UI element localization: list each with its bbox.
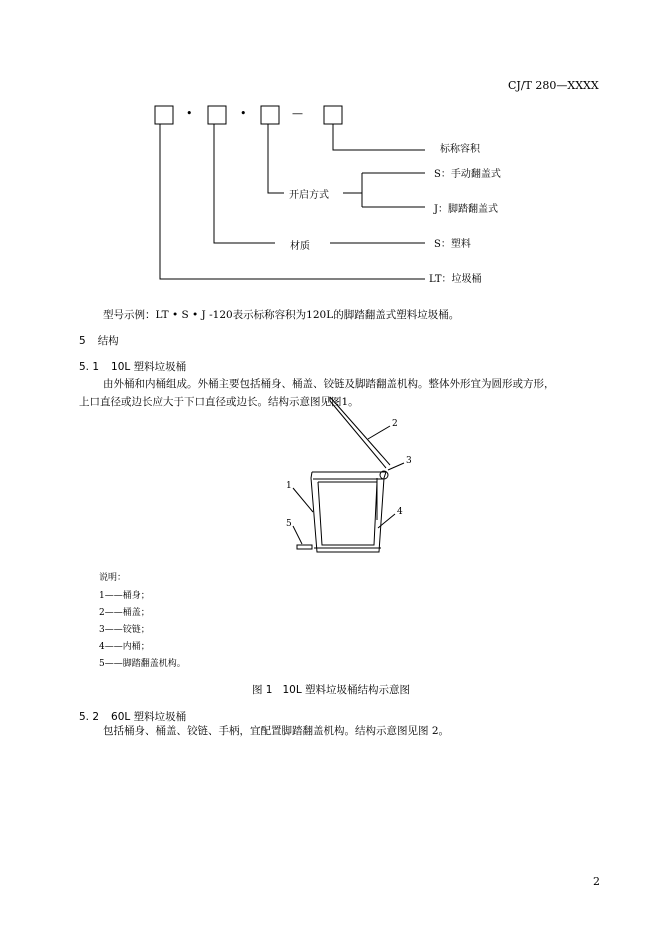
label-plastic: S：塑料 — [434, 239, 471, 250]
section-5-1-para-line-2: 上口直径或边长应大于下口直径或边长。结构示意图见图1。 — [79, 396, 359, 408]
label-manual-flip: S：手动翻盖式 — [434, 169, 501, 180]
callout-1: 1 — [286, 481, 292, 491]
separator-dash: — — [292, 107, 303, 120]
callout-2: 2 — [392, 419, 398, 429]
legend-item: 5——脚踏翻盖机构。 — [99, 659, 186, 669]
label-bin: LT：垃圾桶 — [429, 274, 482, 285]
lid-line-inner — [330, 401, 386, 468]
section-5-2-para: 包括桶身、桶盖、铰链、手柄，宜配置脚踏翻盖机构。结构示意图见图 2。 — [103, 725, 450, 737]
legend-item: 2——桶盖； — [99, 608, 150, 618]
section-number: 5. 1 — [79, 361, 100, 373]
inner-bucket — [318, 482, 377, 545]
section-title: 60L 塑料垃圾桶 — [111, 711, 187, 723]
callout-4: 4 — [397, 507, 403, 517]
separator-dot-2: • — [240, 107, 247, 120]
outer-body — [311, 472, 386, 552]
model-example: 型号示例：LT • S • J -120表示标称容积为120L的脚踏翻盖式塑料垃圾桶。 — [103, 309, 460, 321]
callout-5: 5 — [286, 519, 292, 529]
section-number: 5. 2 — [79, 711, 100, 723]
legend-item: 4——内桶； — [99, 642, 150, 652]
section-title: 结构 — [97, 335, 119, 347]
legend-item: 1——桶身； — [99, 591, 150, 601]
label-opening-method: 开启方式 — [289, 190, 329, 201]
callout-3: 3 — [406, 456, 412, 466]
pedal — [297, 545, 312, 549]
figure-1-caption: 图 1 10L 塑料垃圾桶结构示意图 — [251, 684, 411, 696]
legend-item: 3——铰链； — [99, 625, 150, 635]
label-material: 材质 — [290, 241, 310, 252]
section-title: 10L 塑料垃圾桶 — [111, 361, 187, 373]
label-nominal-capacity: 标称容积 — [440, 144, 480, 155]
separator-dot-1: • — [186, 107, 193, 120]
standard-code: CJ/T 280—XXXX — [508, 79, 599, 92]
page-number: 2 — [593, 875, 600, 888]
section-number: 5 — [79, 335, 86, 347]
label-pedal-flip: J：脚踏翻盖式 — [434, 204, 499, 215]
legend-title: 说明： — [99, 573, 127, 583]
section-5-1-para-line-1: 由外桶和内桶组成。外桶主要包括桶身、桶盖、铰链及脚踏翻盖机构。整体外形宜为圆形或方形， — [103, 378, 555, 390]
